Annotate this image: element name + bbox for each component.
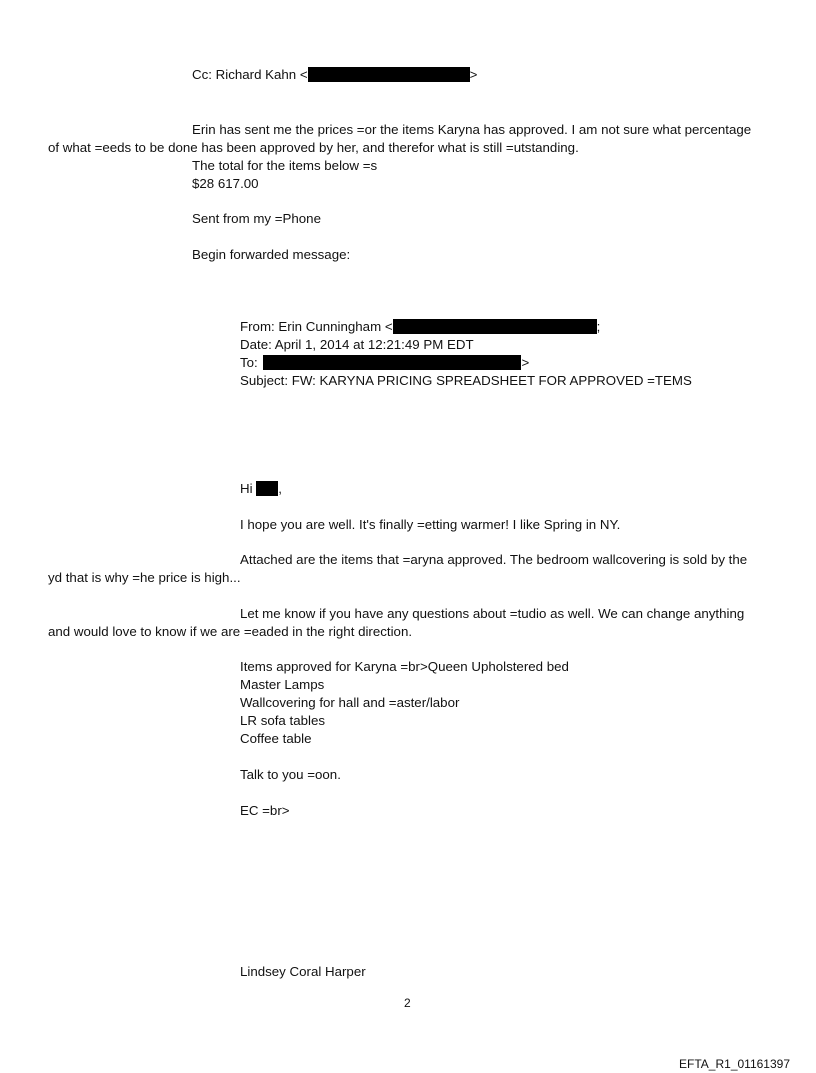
fwd-subject: Subject: FW: KARYNA PRICING SPREADSHEET FOR APPROVED =TEMS [240, 373, 692, 388]
fwd-to-suffix: > [521, 355, 530, 370]
greeting-suffix: , [278, 481, 282, 496]
attached-line1: Attached are the items that =aryna approved. The bedroom wallcovering is sold by the [240, 552, 748, 567]
cc-line [192, 66, 477, 84]
talk-line: Talk to you =oon. [240, 767, 341, 782]
redaction-bar [256, 481, 278, 496]
attached-line2: yd that is why =he price is high... [48, 570, 241, 585]
fwd-to-prefix: To: [240, 355, 258, 370]
letme-line1: Let me know if you have any questions about =tudio as well. We can change anything [240, 606, 745, 621]
greeting-prefix: Hi [240, 481, 253, 496]
list-item: Items approved for Karyna =br>Queen Upholstered bed [240, 659, 569, 674]
redaction-bar [263, 355, 521, 370]
redaction-bar [308, 67, 470, 82]
cc-suffix: > [469, 67, 478, 82]
fwd-from-suffix: ; [596, 319, 601, 334]
list-item: Coffee table [240, 731, 312, 746]
total-line: The total for the items below =s [192, 158, 378, 173]
hope-line: I hope you are well. It's finally =etting warmer! I like Spring in NY. [240, 517, 621, 532]
total-amount: $28 617.00 [192, 176, 259, 191]
fwd-to-line [240, 354, 529, 372]
sign-initials: EC =br> [240, 803, 290, 818]
list-item: Wallcovering for hall and =aster/labor [240, 695, 460, 710]
fwd-from-prefix: From: Erin Cunningham < [240, 319, 393, 334]
begin-forwarded: Begin forwarded message: [192, 247, 351, 262]
sign-name: Lindsey Coral Harper [240, 964, 366, 979]
sent-from: Sent from my =Phone [192, 211, 321, 226]
cc-prefix: Cc: Richard Kahn < [192, 67, 308, 82]
doc-id: EFTA_R1_01161397 [679, 1057, 790, 1071]
redaction-bar [393, 319, 597, 334]
fwd-date: Date: April 1, 2014 at 12:21:49 PM EDT [240, 337, 474, 352]
list-item: LR sofa tables [240, 713, 326, 728]
body-para1-line2: of what =eeds to be done has been approved by her, and therefor what is still =utstanding. [48, 140, 579, 155]
list-item: Master Lamps [240, 677, 325, 692]
letme-line2: and would love to know if we are =eaded in the right direction. [48, 624, 413, 639]
fwd-from-line [240, 318, 600, 336]
greeting-line [240, 480, 282, 498]
body-para1-line1: Erin has sent me the prices =or the items Karyna has approved. I am not sure what percentage [192, 122, 752, 137]
page-number: 2 [404, 996, 411, 1010]
